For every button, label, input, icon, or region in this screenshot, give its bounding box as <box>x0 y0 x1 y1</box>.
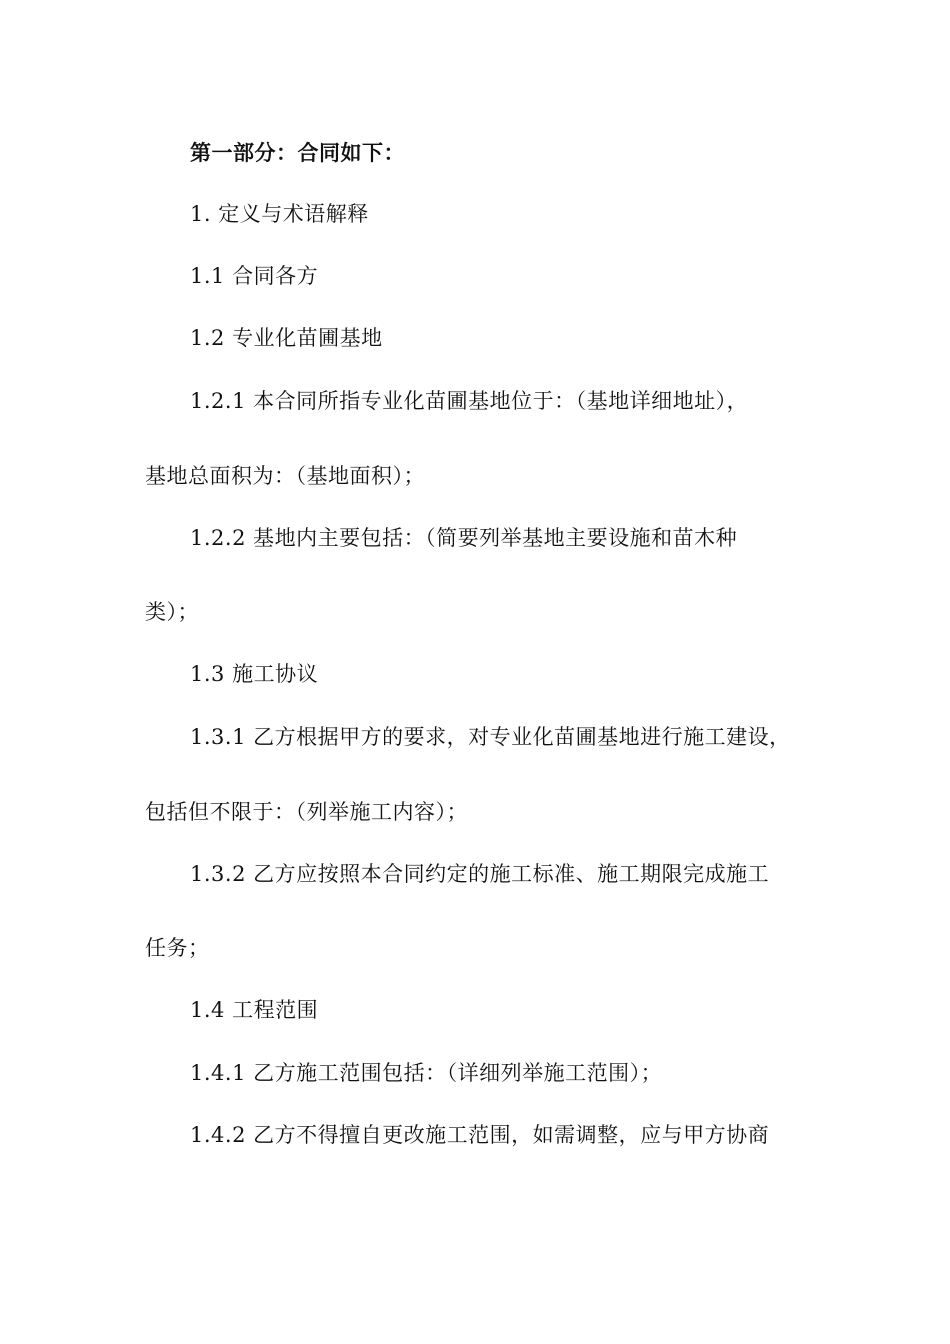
clause-1-3-2-line2: 任务； <box>145 936 210 960</box>
clause-1-4-2-line1: 1.4.2 乙方不得擅自更改施工范围，如需调整，应与甲方协商 <box>190 1123 770 1147</box>
clause-1-2-title: 1.2 专业化苗圃基地 <box>190 326 383 350</box>
section-heading: 第一部分：合同如下： <box>190 141 405 165</box>
clause-1-4-1: 1.4.1 乙方施工范围包括：（详细列举施工范围）； <box>190 1061 663 1085</box>
clause-1-3-1-line2: 包括但不限于：（列举施工内容）； <box>145 800 468 824</box>
clause-1-2-1-line1: 1.2.1 本合同所指专业化苗圃基地位于：（基地详细地址）， <box>190 389 749 413</box>
clause-1-3-title: 1.3 施工协议 <box>190 662 319 686</box>
clause-1-3-2-line1: 1.3.2 乙方应按照本合同约定的施工标准、施工期限完成施工 <box>190 862 770 886</box>
clause-1-2-2-line1: 1.2.2 基地内主要包括：（简要列举基地主要设施和苗木种 <box>190 526 738 550</box>
clause-1-2-1-line2: 基地总面积为：（基地面积）； <box>145 464 425 488</box>
clause-1-2-2-line2: 类）； <box>145 600 199 624</box>
clause-1-1-title: 1.1 合同各方 <box>190 264 319 288</box>
clause-1-4-title: 1.4 工程范围 <box>190 998 319 1022</box>
clause-1-3-1-line1: 1.3.1 乙方根据甲方的要求，对专业化苗圃基地进行施工建设， <box>190 725 791 749</box>
clause-1-title: 1. 定义与术语解释 <box>190 202 369 226</box>
